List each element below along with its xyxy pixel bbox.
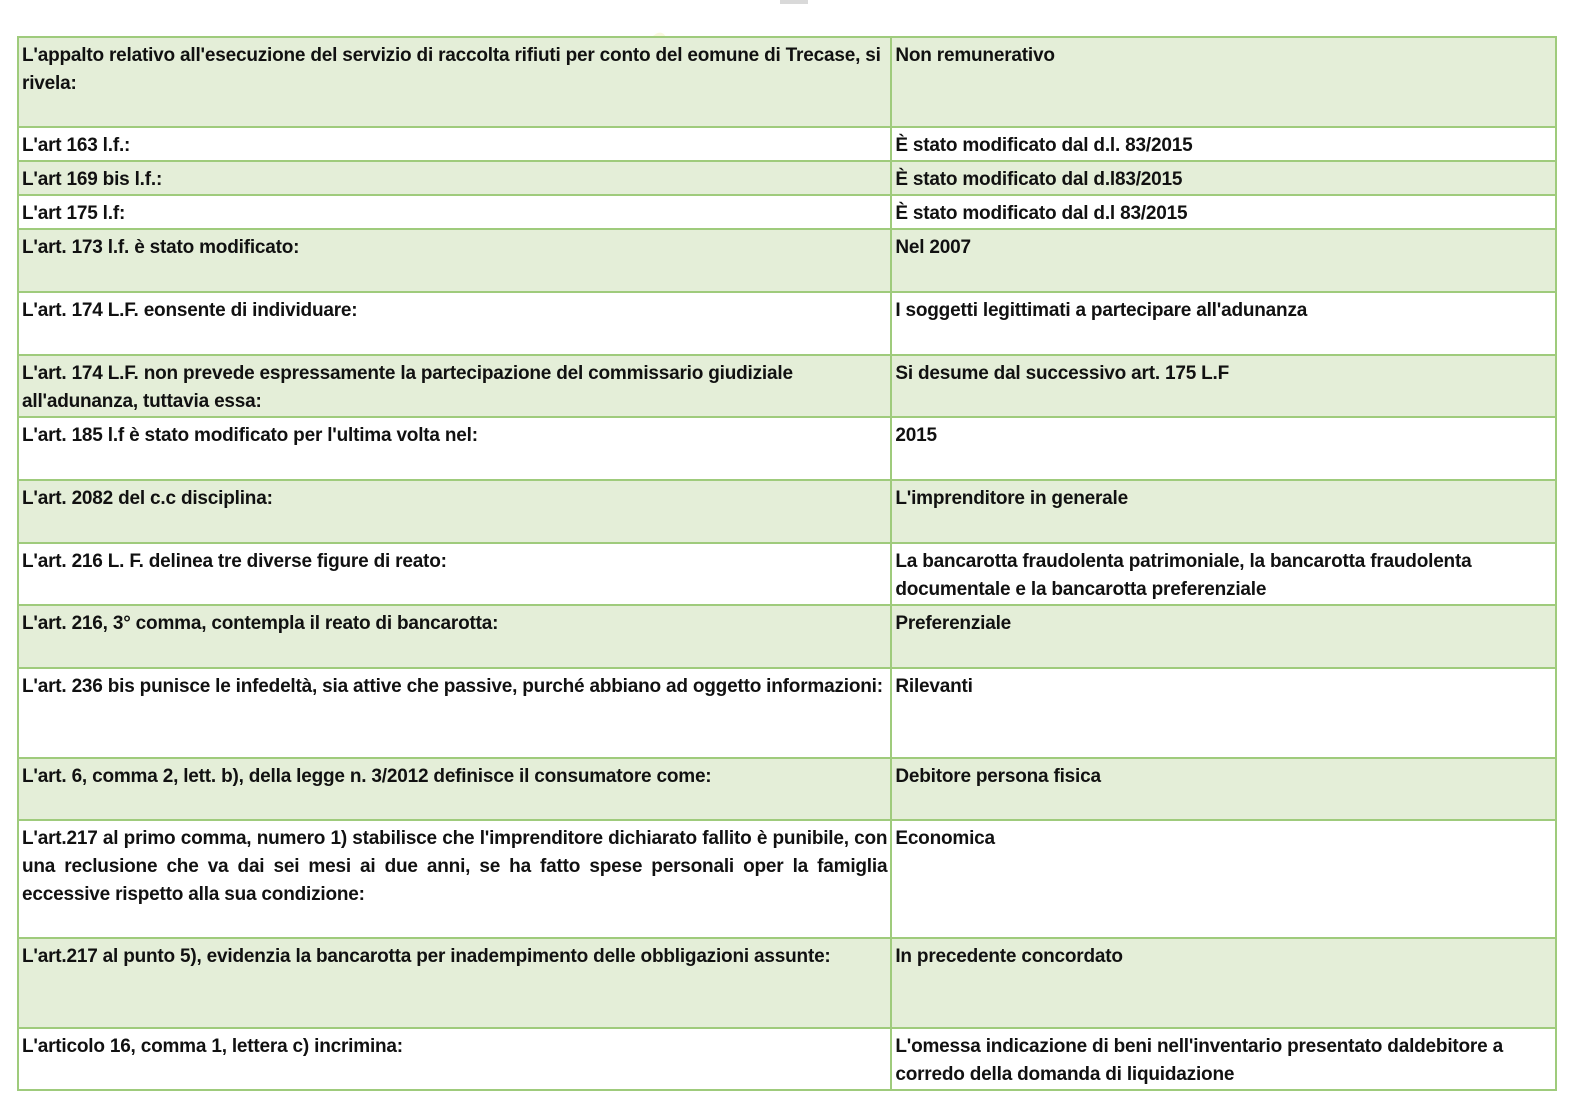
table-row (18, 605, 1556, 668)
table-row (18, 37, 1556, 127)
table-row (18, 543, 1556, 605)
question-cell: L'art. 174 L.F. non prevede espressamente la partecipazione del commissario giudiziale all'adunanza, tuttavia essa: (18, 355, 891, 417)
page-header-mark (780, 0, 808, 4)
answer-cell: È stato modificato dal d.l 83/2015 (891, 195, 1556, 229)
question-cell: L'art.217 al punto 5), evidenzia la bancarotta per inadempimento delle obbligazioni assunte: (18, 938, 891, 1028)
table-row (18, 758, 1556, 820)
question-cell: L'art. 216 L. F. delinea tre diverse figure di reato: (18, 543, 891, 605)
question-cell: L'articolo 16, comma 1, lettera c) incrimina: (18, 1028, 891, 1090)
answer-cell: Economica (891, 820, 1556, 938)
answer-cell: Rilevanti (891, 668, 1556, 758)
answer-cell: Nel 2007 (891, 229, 1556, 292)
table-row (18, 161, 1556, 195)
table-row (18, 480, 1556, 543)
answer-cell: Preferenziale (891, 605, 1556, 668)
answer-cell: La bancarotta fraudolenta patrimoniale, la bancarotta fraudolenta documentale e la bancarotta preferenziale (891, 543, 1556, 605)
question-cell: L'art.217 al primo comma, numero 1) stabilisce che l'imprenditore dichiarato fallito è punibile, con una reclusione che va dai sei mesi ai due anni, se ha fatto spese personali oper la famiglia eccessive rispetto alla sua condizione: (18, 820, 891, 938)
qa-table (17, 36, 1557, 1091)
table-row (18, 417, 1556, 480)
answer-cell: È stato modificato dal d.l. 83/2015 (891, 127, 1556, 161)
question-cell: L'art. 236 bis punisce le infedeltà, sia attive che passive, purché abbiano ad oggetto informazioni: (18, 668, 891, 758)
question-cell: L'art 175 l.f: (18, 195, 891, 229)
question-cell: L'art. 173 l.f. è stato modificato: (18, 229, 891, 292)
answer-cell: L'omessa indicazione di beni nell'inventario presentato daldebitore a corredo della domanda di liquidazione (891, 1028, 1556, 1090)
answer-cell: L'imprenditore in generale (891, 480, 1556, 543)
question-cell: L'art. 185 l.f è stato modificato per l'ultima volta nel: (18, 417, 891, 480)
table-row (18, 292, 1556, 355)
table-row (18, 938, 1556, 1028)
question-cell: L'art. 2082 del c.c disciplina: (18, 480, 891, 543)
question-cell: L'appalto relativo all'esecuzione del servizio di raccolta rifiuti per conto del eomune di Trecase, si rivela: (18, 37, 891, 127)
answer-cell: Si desume dal successivo art. 175 L.F (891, 355, 1556, 417)
question-cell: L'art 169 bis l.f.: (18, 161, 891, 195)
answer-cell: Debitore persona fisica (891, 758, 1556, 820)
table-row (18, 229, 1556, 292)
table-row (18, 127, 1556, 161)
question-cell: L'art 163 l.f.: (18, 127, 891, 161)
table-row (18, 355, 1556, 417)
answer-cell: È stato modificato dal d.l83/2015 (891, 161, 1556, 195)
question-cell: L'art. 6, comma 2, lett. b), della legge n. 3/2012 definisce il consumatore come: (18, 758, 891, 820)
answer-cell: In precedente concordato (891, 938, 1556, 1028)
answer-cell: I soggetti legittimati a partecipare all'adunanza (891, 292, 1556, 355)
answer-cell: 2015 (891, 417, 1556, 480)
table-row (18, 1028, 1556, 1090)
question-cell: L'art. 216, 3° comma, contempla il reato di bancarotta: (18, 605, 891, 668)
table-row (18, 820, 1556, 938)
table-row (18, 668, 1556, 758)
table-row (18, 195, 1556, 229)
question-cell: L'art. 174 L.F. eonsente di individuare: (18, 292, 891, 355)
answer-cell: Non remunerativo (891, 37, 1556, 127)
